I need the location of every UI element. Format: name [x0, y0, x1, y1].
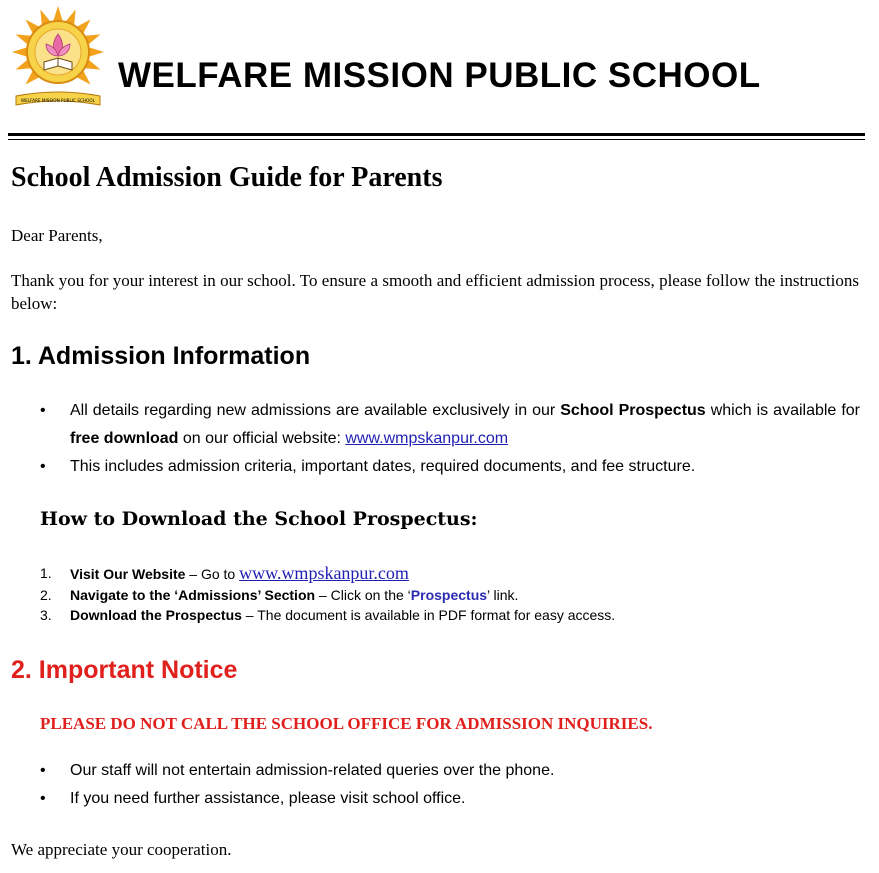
download-steps-list [40, 563, 860, 626]
subheading-download-prospectus: How to Download the School Prospectus: [40, 508, 478, 530]
header-rule-thin [8, 139, 865, 140]
step-item: 2. Navigate to the ‘Admissions’ Section – Click on the ‘Prospectus’ link. [40, 586, 519, 603]
greeting: Dear Parents, [11, 226, 103, 245]
section-heading-important-notice: 2. Important Notice [11, 656, 238, 684]
website-link-step[interactable]: www.wmpskanpur.com [239, 563, 409, 583]
prospectus-bold-text: School Prospectus [560, 402, 706, 419]
page-title: School Admission Guide for Parents [11, 162, 443, 193]
header-rule-thick [8, 133, 865, 136]
admission-info-list [40, 397, 860, 481]
list-item: • If you need further assistance, please visit school office. [40, 785, 860, 813]
notice-list [40, 757, 860, 813]
intro-paragraph: Thank you for your interest in our school. To ensure a smooth and efficient admission process, please follow the instructions below: [11, 271, 859, 313]
prospectus-link-label: Prospectus [410, 586, 488, 603]
notice-warning: PLEASE DO NOT CALL THE SCHOOL OFFICE FOR ADMISSION INQUIRIES. [40, 714, 653, 733]
school-name: WELFARE MISSION PUBLIC SCHOOL [118, 56, 761, 95]
website-link[interactable]: www.wmpskanpur.com [345, 430, 509, 447]
closing-line: We appreciate your cooperation. [11, 840, 232, 859]
list-item: • This includes admission criteria, important dates, required documents, and fee structure. [40, 453, 860, 481]
list-item: • All details regarding new admissions are available exclusively in our School Prospectus which is available for free download on our official website: www.wmpskanpur.com [40, 397, 860, 453]
free-download-bold-text: free download [70, 430, 179, 447]
step-item: 3. Download the Prospectus – The document is available in PDF format for easy access. [40, 607, 616, 623]
step-item: 1. Visit Our Website – Go to www.wmpskanpur.com [40, 563, 409, 583]
list-item: • Our staff will not entertain admission-related queries over the phone. [40, 757, 860, 785]
section-heading-admission-information: 1. Admission Information [11, 342, 311, 370]
svg-text:WELFARE MISSION PUBLIC SCHOOL: WELFARE MISSION PUBLIC SCHOOL [21, 98, 95, 103]
school-emblem-icon [8, 4, 108, 108]
